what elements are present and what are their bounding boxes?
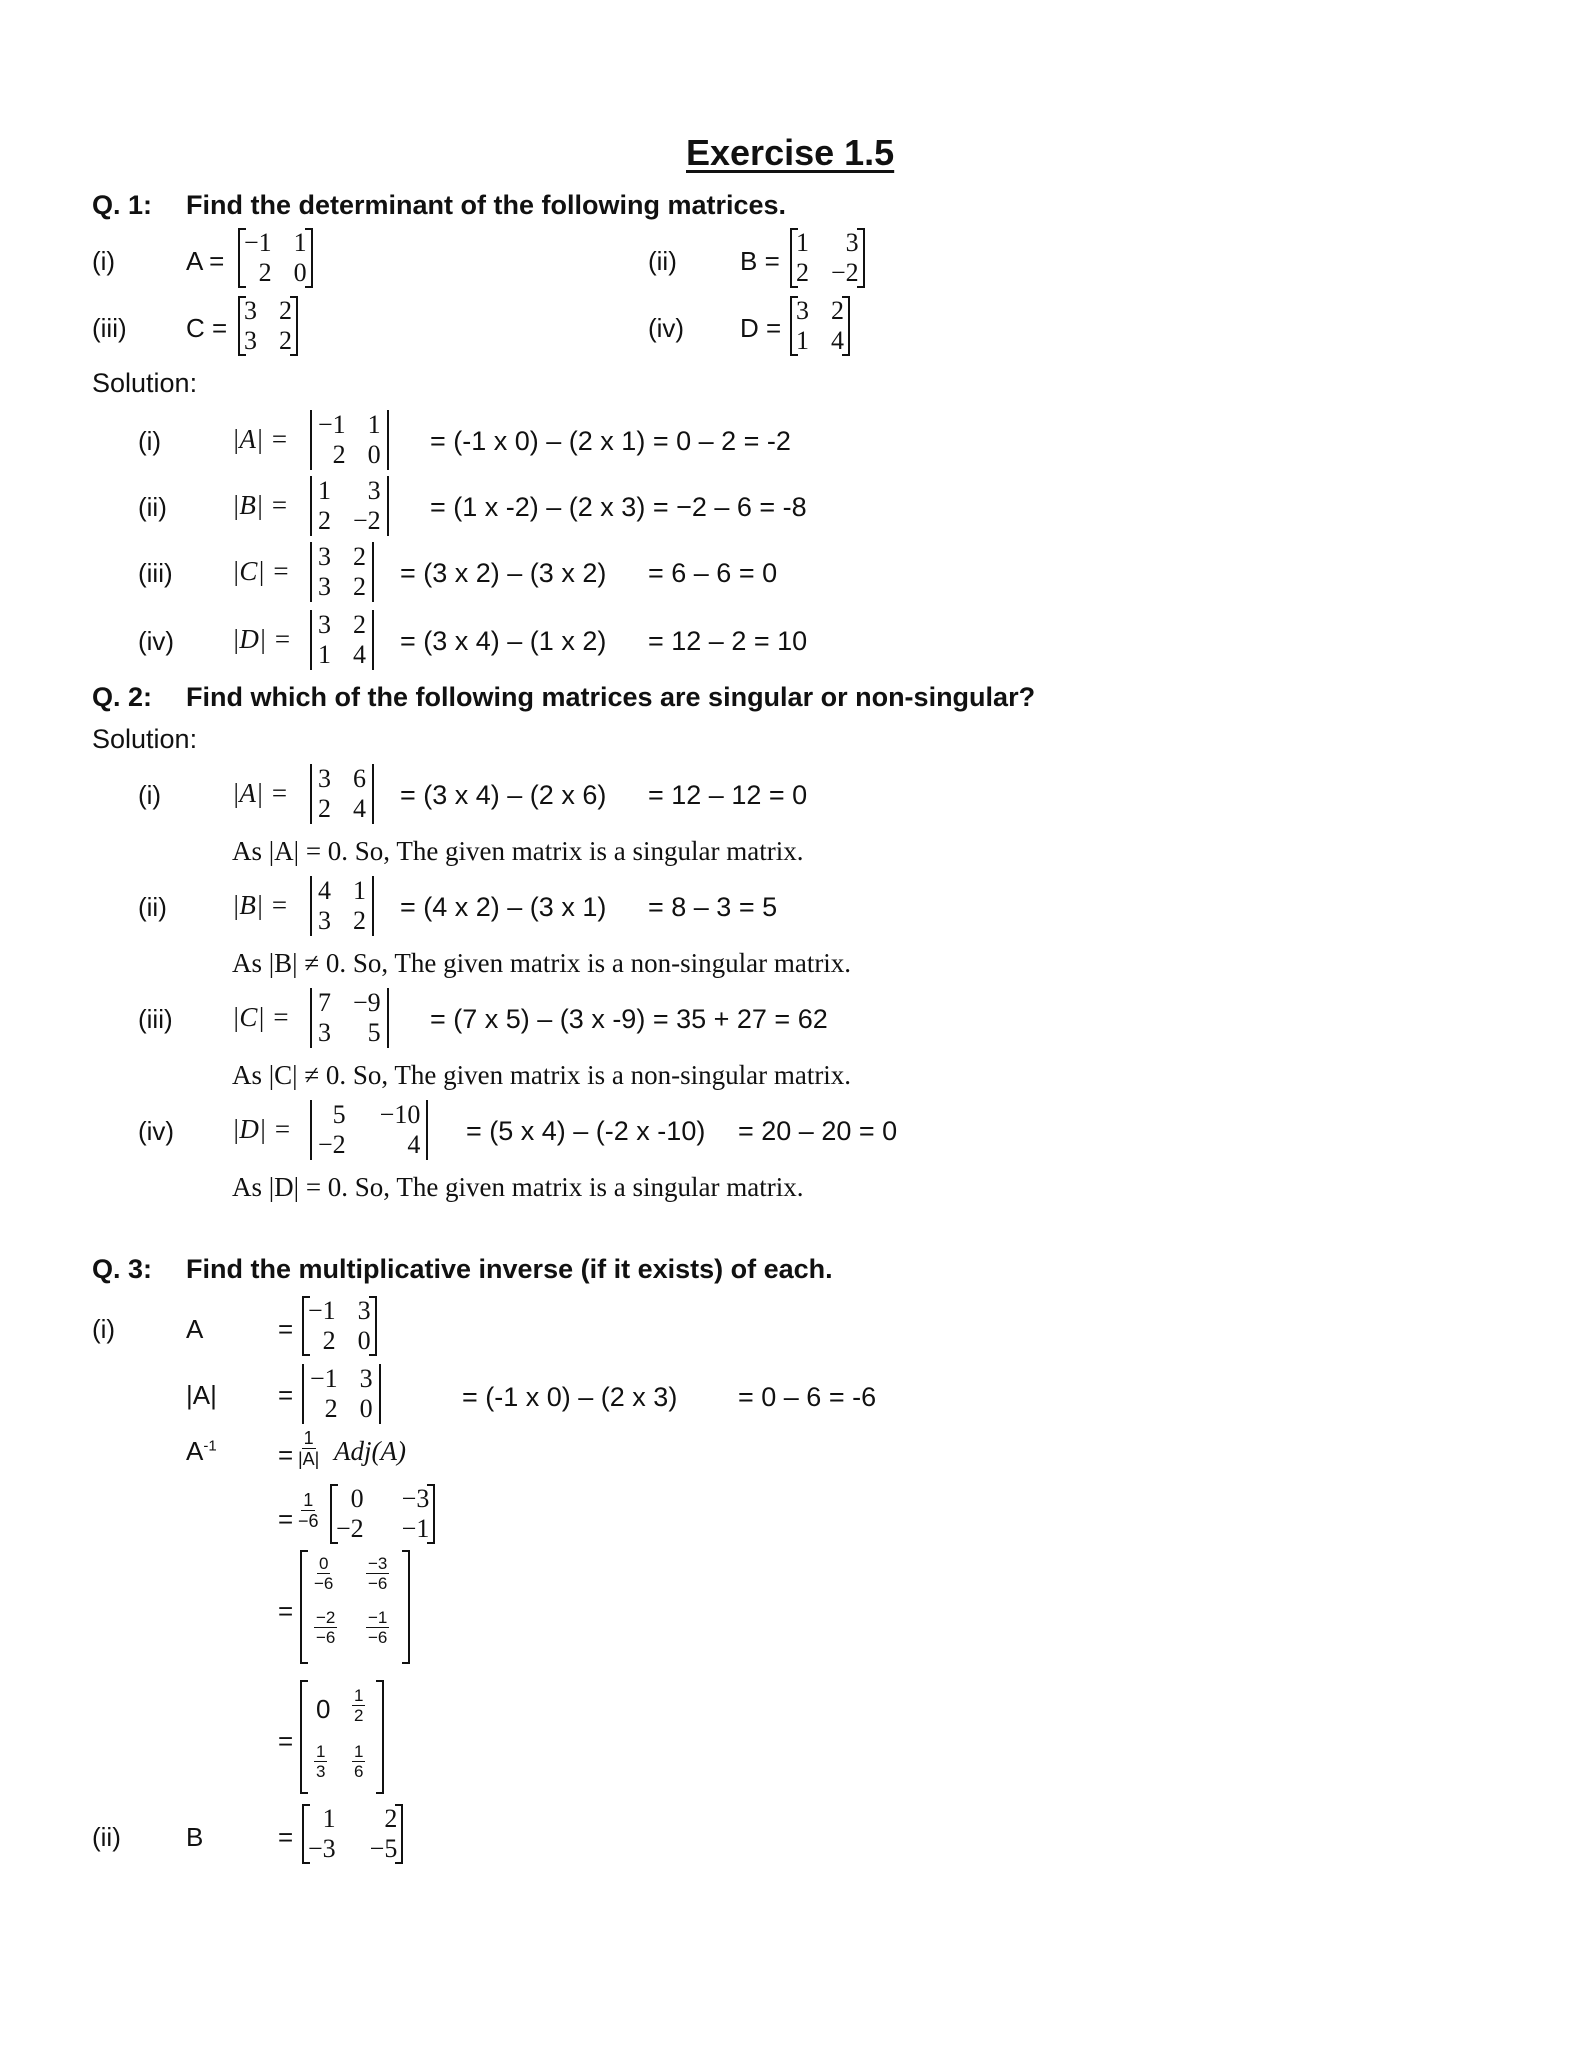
adjoint-label: Adj(A) — [334, 1436, 406, 1466]
q2-sol-i-calc: = (3 x 4) – (2 x 6) — [400, 780, 607, 810]
q2-sol-iv-calc: = (5 x 4) – (-2 x -10) — [466, 1116, 706, 1146]
cell: 1 — [796, 228, 809, 257]
q1-sol-ii-num: (ii) — [138, 492, 167, 522]
cell: 2 — [324, 1394, 338, 1423]
cell: 3 — [367, 476, 381, 505]
q3-step2-eq: = — [278, 1504, 294, 1534]
denominator: 2 — [354, 1706, 364, 1725]
denominator: −6 — [368, 1574, 388, 1593]
fraction-1-over-minus6 — [298, 1490, 319, 1531]
cell: −1 — [244, 228, 272, 257]
numerator: 1 — [303, 1428, 314, 1448]
cell: 4 — [831, 326, 844, 355]
cell: 2 — [279, 296, 292, 325]
cell: 3 — [318, 1018, 331, 1047]
inv-base: A — [186, 1436, 204, 1466]
numerator: 1 — [354, 1686, 364, 1705]
q2-sol-iv-det: |D| = — [232, 1114, 292, 1144]
q2-solution-label: Solution: — [92, 724, 198, 754]
q3-p1-name: A — [186, 1314, 204, 1344]
cell: −2 — [336, 1514, 364, 1543]
cell: −1 — [308, 1296, 336, 1325]
det-a — [310, 764, 374, 824]
q2-text: Find which of the following matrices are singular or non-singular? — [186, 682, 1036, 712]
denominator: 6 — [354, 1762, 364, 1781]
cell: −2 — [831, 258, 859, 287]
fraction-cell — [314, 1554, 333, 1593]
cell: 3 — [318, 764, 331, 793]
q2-sol-i-note: As |A| = 0. So, The given matrix is a singular matrix. — [232, 836, 804, 866]
inv-exponent: -1 — [203, 1437, 217, 1455]
q1-sol-iii-calc: = (3 x 2) – (3 x 2) — [400, 558, 607, 588]
cell: 4 — [318, 876, 331, 905]
cell: 6 — [353, 764, 366, 793]
q1-part-ii-num: (ii) — [648, 246, 677, 276]
q1-sol-ii-det: |B| = — [232, 490, 289, 520]
det-c — [310, 988, 389, 1048]
cell: 2 — [353, 610, 366, 639]
q1-part-i-name: A = — [186, 246, 225, 276]
q1-sol-iv-res: = 12 – 2 = 10 — [648, 626, 808, 656]
denominator: |A| — [298, 1449, 320, 1469]
cell: 1 — [293, 228, 307, 257]
q3-text: Find the multiplicative inverse (if it exists) of each. — [186, 1254, 833, 1284]
matrix-b — [790, 228, 865, 288]
q3-det-name: |A| — [186, 1380, 217, 1410]
cell: 1 — [353, 876, 366, 905]
numerator: −3 — [368, 1554, 388, 1573]
q1-text: Find the determinant of the following matrices. — [186, 190, 787, 220]
cell: 2 — [353, 572, 366, 601]
fraction-matrix — [300, 1550, 410, 1664]
cell: 3 — [318, 572, 331, 601]
cell: 2 — [796, 258, 809, 287]
matrix-c — [238, 296, 298, 356]
denominator: −6 — [316, 1628, 336, 1647]
cell: 1 — [318, 640, 331, 669]
q1-part-iii-name: C = — [186, 313, 228, 343]
q3-inv-name — [186, 1436, 217, 1467]
q1-sol-iii-det: |C| = — [232, 556, 290, 586]
q2-sol-ii-res: = 8 – 3 = 5 — [648, 892, 778, 922]
q2-sol-ii-det: |B| = — [232, 890, 289, 920]
q3-det-calc: = (-1 x 0) – (2 x 3) — [462, 1382, 678, 1412]
fraction-cell — [366, 1608, 389, 1647]
inverse-matrix — [300, 1680, 384, 1794]
numerator: 0 — [318, 1554, 329, 1573]
fraction-cell — [366, 1554, 389, 1593]
matrix-b — [302, 1804, 403, 1864]
q2-sol-iii-det: |C| = — [232, 1002, 290, 1032]
cell: 0 — [357, 1326, 371, 1355]
q1-part-iv-num: (iv) — [648, 313, 685, 343]
q3-inv-eq: = — [278, 1440, 294, 1470]
cell: 3 — [796, 296, 809, 325]
cell: 3 — [359, 1364, 373, 1393]
cell: 0 — [316, 1694, 331, 1724]
q2-sol-iv-num: (iv) — [138, 1116, 175, 1146]
q1-part-ii-name: B = — [740, 246, 780, 276]
cell: 2 — [318, 794, 331, 823]
q2-sol-iii-num: (iii) — [138, 1004, 173, 1034]
q2-sol-iii-calc: = (7 x 5) – (3 x -9) = 35 + 27 = 62 — [430, 1004, 828, 1034]
q2-sol-ii-num: (ii) — [138, 892, 167, 922]
matrix-d — [790, 296, 850, 356]
cell: −5 — [369, 1834, 398, 1863]
matrix-a — [238, 228, 313, 288]
cell: 2 — [258, 258, 272, 287]
q1-part-iii-num: (iii) — [92, 313, 127, 343]
cell: 2 — [353, 906, 366, 935]
cell: 0 — [293, 258, 307, 287]
cell: 3 — [244, 296, 257, 325]
cell: 4 — [353, 640, 366, 669]
fraction-cell — [314, 1742, 327, 1781]
q2-sol-i-num: (i) — [138, 780, 162, 810]
q1-sol-i-calc: = (-1 x 0) – (2 x 1) = 0 – 2 = -2 — [430, 426, 791, 456]
q1-sol-i-num: (i) — [138, 426, 162, 456]
det-d — [310, 610, 374, 670]
q3-det-eq: = — [278, 1380, 294, 1410]
numerator: −1 — [368, 1608, 388, 1627]
cell: 2 — [384, 1804, 398, 1833]
q2-sol-ii-note: As |B| ≠ 0. So, The given matrix is a non-singular matrix. — [232, 948, 852, 978]
cell: 7 — [318, 988, 331, 1017]
cell: 4 — [353, 794, 366, 823]
cell: 2 — [332, 440, 346, 469]
q1-sol-iii-res: = 6 – 6 = 0 — [648, 558, 778, 588]
q1-part-iv-name: D = — [740, 313, 782, 343]
q3-p2-name: B — [186, 1822, 204, 1852]
q1-sol-iv-num: (iv) — [138, 626, 175, 656]
fraction-cell — [352, 1742, 365, 1781]
q3-label: Q. 3: — [92, 1254, 153, 1284]
q2-label: Q. 2: — [92, 682, 153, 712]
q2-sol-iii-note: As |C| ≠ 0. So, The given matrix is a non-singular matrix. — [232, 1060, 852, 1090]
matrix-a — [302, 1296, 377, 1356]
cell: −1 — [318, 410, 346, 439]
q1-label: Q. 1: — [92, 190, 153, 220]
q1-part-i-num: (i) — [92, 246, 116, 276]
cell: 0 — [359, 1394, 373, 1423]
q2-sol-i-res: = 12 – 12 = 0 — [648, 780, 808, 810]
cell: −3 — [308, 1834, 336, 1863]
det-d — [310, 1100, 428, 1160]
cell: 1 — [796, 326, 809, 355]
cell: 3 — [244, 326, 257, 355]
cell: −1 — [401, 1514, 430, 1543]
q1-sol-ii-calc: = (1 x -2) – (2 x 3) = −2 – 6 = -8 — [430, 492, 807, 522]
fraction-1-over-det — [298, 1428, 319, 1469]
cell: 1 — [322, 1804, 336, 1833]
cell: 3 — [318, 542, 331, 571]
cell: −2 — [318, 1130, 346, 1159]
denominator: 3 — [316, 1762, 326, 1781]
numerator: 1 — [316, 1742, 326, 1761]
numerator: 1 — [354, 1742, 364, 1761]
cell: 3 — [357, 1296, 371, 1325]
cell: 1 — [367, 410, 381, 439]
cell: 5 — [367, 1018, 381, 1047]
q3-p1-eq: = — [278, 1314, 294, 1344]
q1-sol-iv-calc: = (3 x 4) – (1 x 2) — [400, 626, 607, 656]
cell: 3 — [845, 228, 859, 257]
cell: 0 — [367, 440, 381, 469]
det-b — [310, 476, 389, 536]
q2-sol-ii-calc: = (4 x 2) – (3 x 1) — [400, 892, 607, 922]
fraction-cell — [352, 1686, 365, 1725]
cell: 1 — [318, 476, 331, 505]
cell: 2 — [318, 506, 331, 535]
cell: −2 — [353, 506, 381, 535]
q3-step3-eq: = — [278, 1596, 294, 1626]
denominator: −6 — [298, 1511, 319, 1531]
cell: 3 — [318, 610, 331, 639]
cell: 2 — [279, 326, 292, 355]
denominator: −6 — [368, 1628, 388, 1647]
cell: −9 — [353, 988, 381, 1017]
q2-sol-i-det: |A| = — [232, 778, 289, 808]
q3-p2-num: (ii) — [92, 1822, 121, 1852]
cell: −3 — [401, 1484, 430, 1513]
q3-p2-eq: = — [278, 1822, 294, 1852]
q1-sol-iii-num: (iii) — [138, 558, 173, 588]
fraction-cell — [314, 1608, 337, 1647]
q1-sol-iv-det: |D| = — [232, 624, 292, 654]
cell: 2 — [831, 296, 844, 325]
q3-step4-eq: = — [278, 1726, 294, 1756]
det-c — [310, 542, 374, 602]
numerator: −2 — [316, 1608, 336, 1627]
q3-det-res: = 0 – 6 = -6 — [738, 1382, 877, 1412]
cell: 0 — [350, 1484, 364, 1513]
cell: −1 — [310, 1364, 338, 1393]
numerator: 1 — [303, 1490, 314, 1510]
q1-sol-i-det: |A| = — [232, 424, 289, 454]
page-title: Exercise 1.5 — [686, 132, 895, 173]
cell: 5 — [332, 1100, 346, 1129]
det-b — [310, 876, 374, 936]
cell: −10 — [379, 1100, 421, 1129]
q2-sol-iv-note: As |D| = 0. So, The given matrix is a singular matrix. — [232, 1172, 804, 1202]
det-a — [302, 1364, 381, 1424]
denominator: −6 — [314, 1574, 334, 1593]
q1-solution-label: Solution: — [92, 368, 198, 398]
cell: 2 — [322, 1326, 336, 1355]
det-a — [310, 410, 389, 470]
q2-sol-iv-res: = 20 – 20 = 0 — [738, 1116, 898, 1146]
cell: 2 — [353, 542, 366, 571]
adjoint-matrix — [330, 1484, 435, 1544]
cell: 4 — [407, 1130, 421, 1159]
cell: 3 — [318, 906, 331, 935]
q3-p1-num: (i) — [92, 1314, 116, 1344]
